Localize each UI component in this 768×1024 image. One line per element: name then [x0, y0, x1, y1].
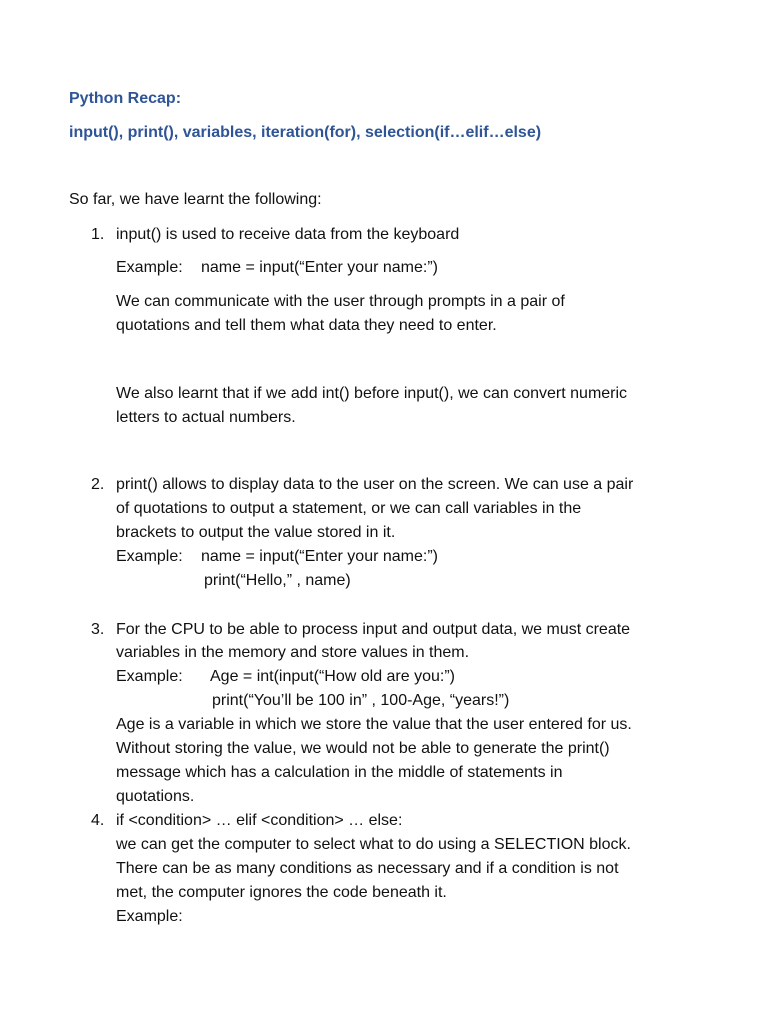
list-item-text: quotations. — [116, 788, 195, 805]
list-item-text: input() is used to receive data from the keyboard — [116, 226, 460, 243]
list-item-number: 2. — [91, 476, 105, 493]
list-item-text: message which has a calculation in the middle of statements in — [116, 764, 563, 781]
list-item-text: print() allows to display data to the user on the screen. We can use a pair — [116, 476, 634, 493]
example-label: Example: — [116, 548, 183, 565]
list-item-text: We can communicate with the user through prompts in a pair of — [116, 293, 565, 310]
list-item-text: For the CPU to be able to process input and output data, we must create — [116, 621, 631, 638]
list-item-number: 1. — [91, 226, 105, 243]
list-item-text: quotations and tell them what data they need to enter. — [116, 317, 497, 334]
list-item-text: There can be as many conditions as necessary and if a condition is not — [116, 860, 619, 877]
code-line: name = input(“Enter your name:”) — [201, 548, 438, 565]
code-line: print(“You’ll be 100 in” , 100-Age, “years!”) — [212, 692, 510, 709]
list-item-text: of quotations to output a statement, or we can call variables in the — [116, 500, 582, 517]
example-label: Example: — [116, 259, 183, 276]
list-item-text: Without storing the value, we would not be able to generate the print() — [116, 740, 610, 757]
list-item-text: letters to actual numbers. — [116, 409, 296, 426]
intro-text: So far, we have learnt the following: — [69, 191, 322, 208]
list-item-text: met, the computer ignores the code beneath it. — [116, 884, 447, 901]
list-item-text: Age is a variable in which we store the value that the user entered for us. — [116, 716, 632, 733]
list-item-number: 4. — [91, 812, 105, 829]
example-label: Example: — [116, 668, 183, 685]
list-item-text: brackets to output the value stored in it. — [116, 524, 396, 541]
document-title: Python Recap: — [69, 90, 182, 107]
document-subtitle: input(), print(), variables, iteration(for), selection(if…elif…else) — [69, 124, 542, 141]
code-line: name = input(“Enter your name:”) — [201, 259, 438, 276]
list-item-number: 3. — [91, 621, 105, 638]
example-label: Example: — [116, 908, 183, 925]
code-line: print(“Hello,” , name) — [204, 572, 351, 589]
list-item-text: if <condition> … elif <condition> … else: — [116, 812, 403, 829]
list-item-text: We also learnt that if we add int() before input(), we can convert numeric — [116, 385, 628, 402]
code-line: Age = int(input(“How old are you:”) — [210, 668, 455, 685]
list-item-text: we can get the computer to select what to do using a SELECTION block. — [116, 836, 631, 853]
list-item-text: variables in the memory and store values in them. — [116, 644, 470, 661]
